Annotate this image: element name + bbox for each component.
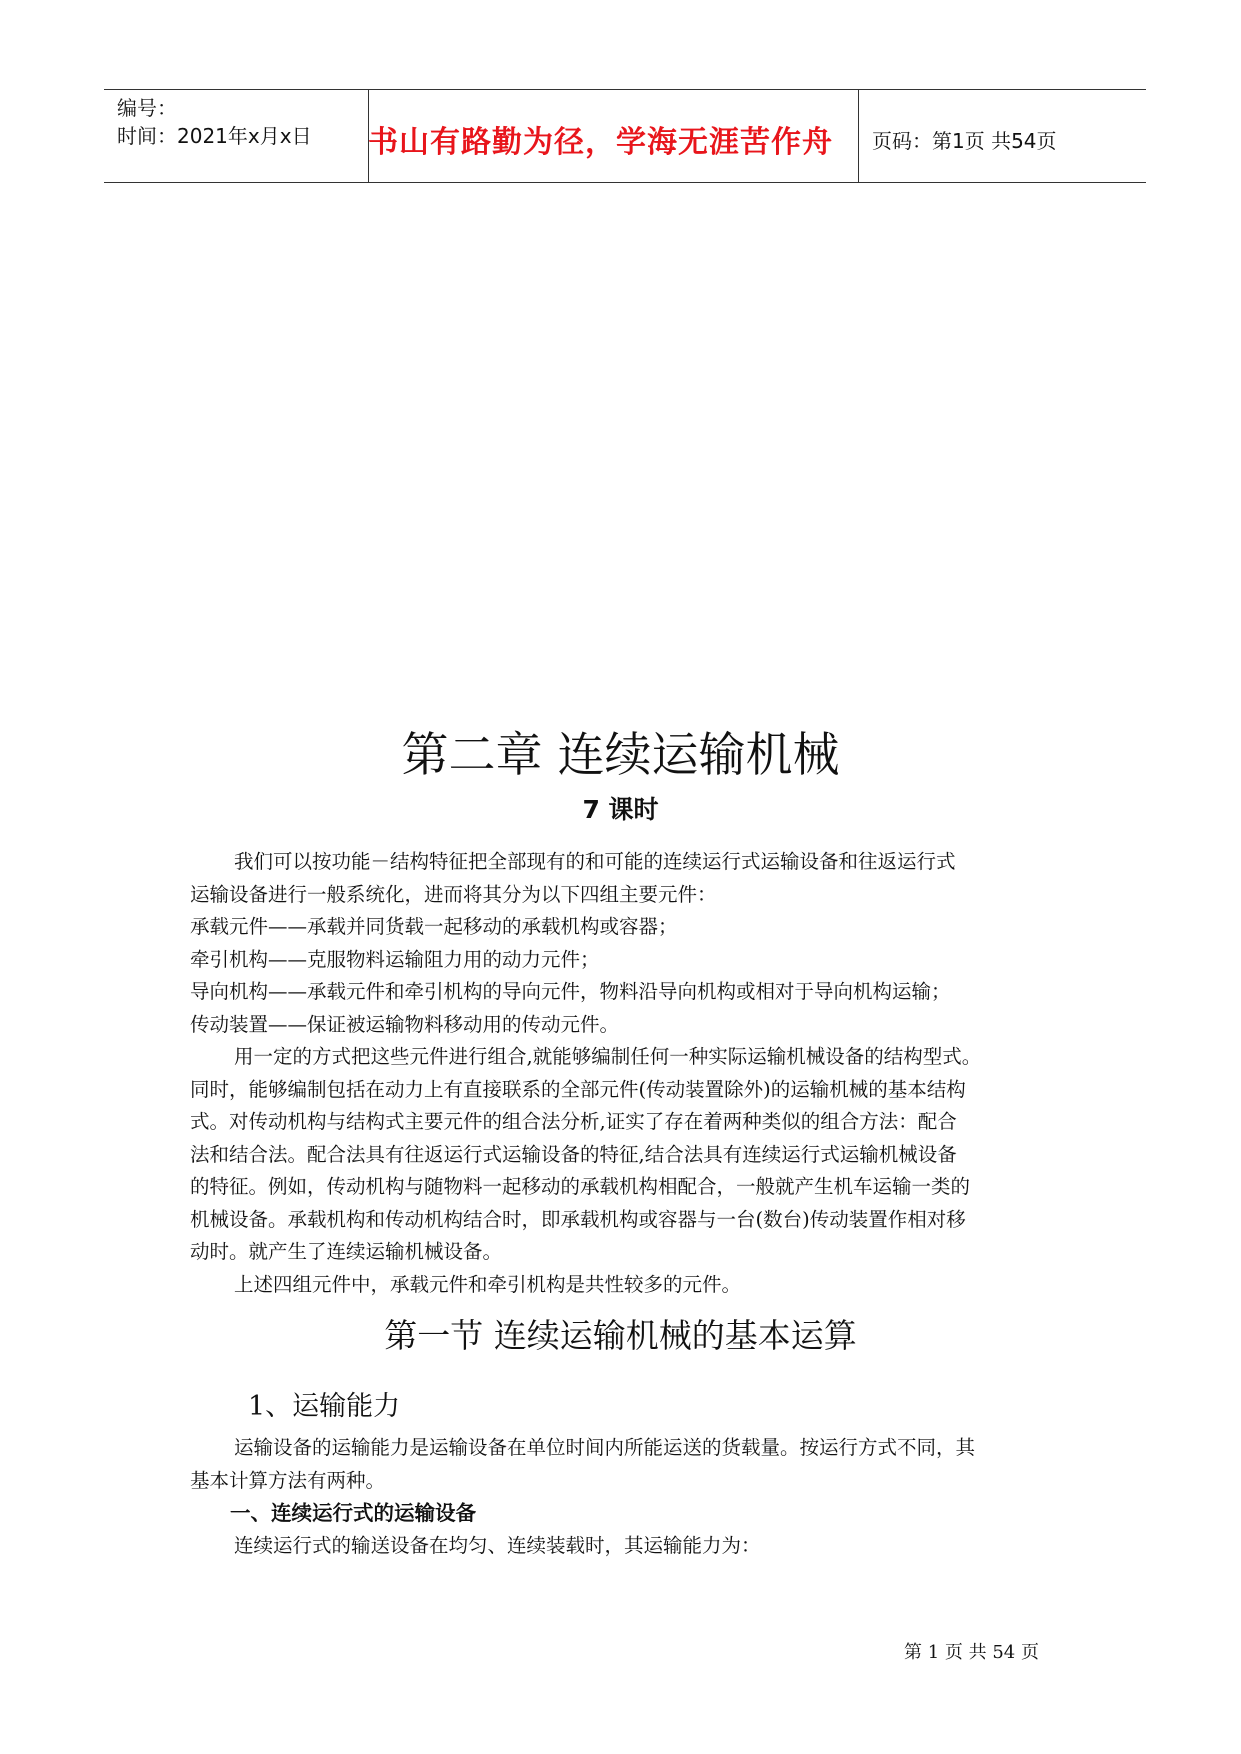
subsection-title: 1、运输能力 [248, 1391, 401, 1422]
text-line: 法和结合法。配合法具有往返运行式运输设备的特征,结合法具有连续运行式运输机械设备 [190, 1142, 957, 1166]
text-line: 运输设备进行一般系统化，进而将其分为以下四组主要元件： [190, 882, 717, 906]
text-line: 同时，能够编制包括在动力上有直接联系的全部元件(传动装置除外)的运输机械的基本结构 [190, 1077, 966, 1101]
text-line: 传动装置——保证被运输物料移动用的传动元件。 [190, 1012, 620, 1036]
text-line: 动时。就产生了连续运输机械设备。 [190, 1240, 503, 1263]
header-number-label: 编号： [117, 96, 177, 120]
text-line: 导向机构——承载元件和牵引机构的导向元件，物料沿导向机构或相对于导向机构运输； [190, 980, 951, 1003]
text-line: 我们可以按功能－结构特征把全部现有的和可能的连续运行式运输设备和往返运行式 [234, 850, 956, 873]
header-divider-right [858, 90, 859, 182]
header-motto: 书山有路勤为径，学海无涯苦作舟 [368, 125, 833, 160]
text-line: 式。对传动机构与结构式主要元件的组合法分析,证实了存在着两种类似的组合方法：配合 [190, 1110, 957, 1133]
intro-body [190, 846, 1070, 1301]
page-footer: 第 1 页 共 54 页 [904, 1642, 1039, 1663]
header-time-label: 时间：2021年x月x日 [117, 124, 312, 148]
section-title: 第一节 连续运输机械的基本运算 [384, 1316, 857, 1355]
text-line: 连续运行式的输送设备在均匀、连续装载时，其运输能力为： [234, 1533, 761, 1557]
header-bottom-rule [104, 182, 1146, 183]
text-line: 基本计算方法有两种。 [190, 1468, 386, 1492]
text-line: 用一定的方式把这些元件进行组合,就能够编制任何一种实际运输机械设备的结构型式。 [234, 1045, 982, 1068]
section-heading: 一、连续运行式的运输设备 [230, 1501, 476, 1525]
section-body [190, 1432, 1070, 1562]
chapter-hours: 7 课时 [582, 795, 659, 824]
header-page-info: 页码：第1页 共54页 [872, 129, 1057, 153]
header-top-rule [104, 89, 1146, 90]
text-line: 承载元件——承载并同货载一起移动的承载机构或容器； [190, 915, 678, 938]
text-line: 上述四组元件中，承载元件和牵引机构是共性较多的元件。 [234, 1272, 742, 1296]
text-line: 牵引机构——克服物料运输阻力用的动力元件； [190, 947, 600, 971]
text-line: 运输设备的运输能力是运输设备在单位时间内所能运送的货载量。按运行方式不同，其 [234, 1436, 976, 1459]
chapter-title: 第二章 连续运输机械 [401, 728, 840, 783]
text-line: 的特征。例如，传动机构与随物料一起移动的承载机构相配合，一般就产生机车运输一类的 [190, 1175, 971, 1198]
text-line: 机械设备。承载机构和传动机构结合时，即承载机构或容器与一台(数台)传动装置作相对移 [190, 1207, 966, 1231]
